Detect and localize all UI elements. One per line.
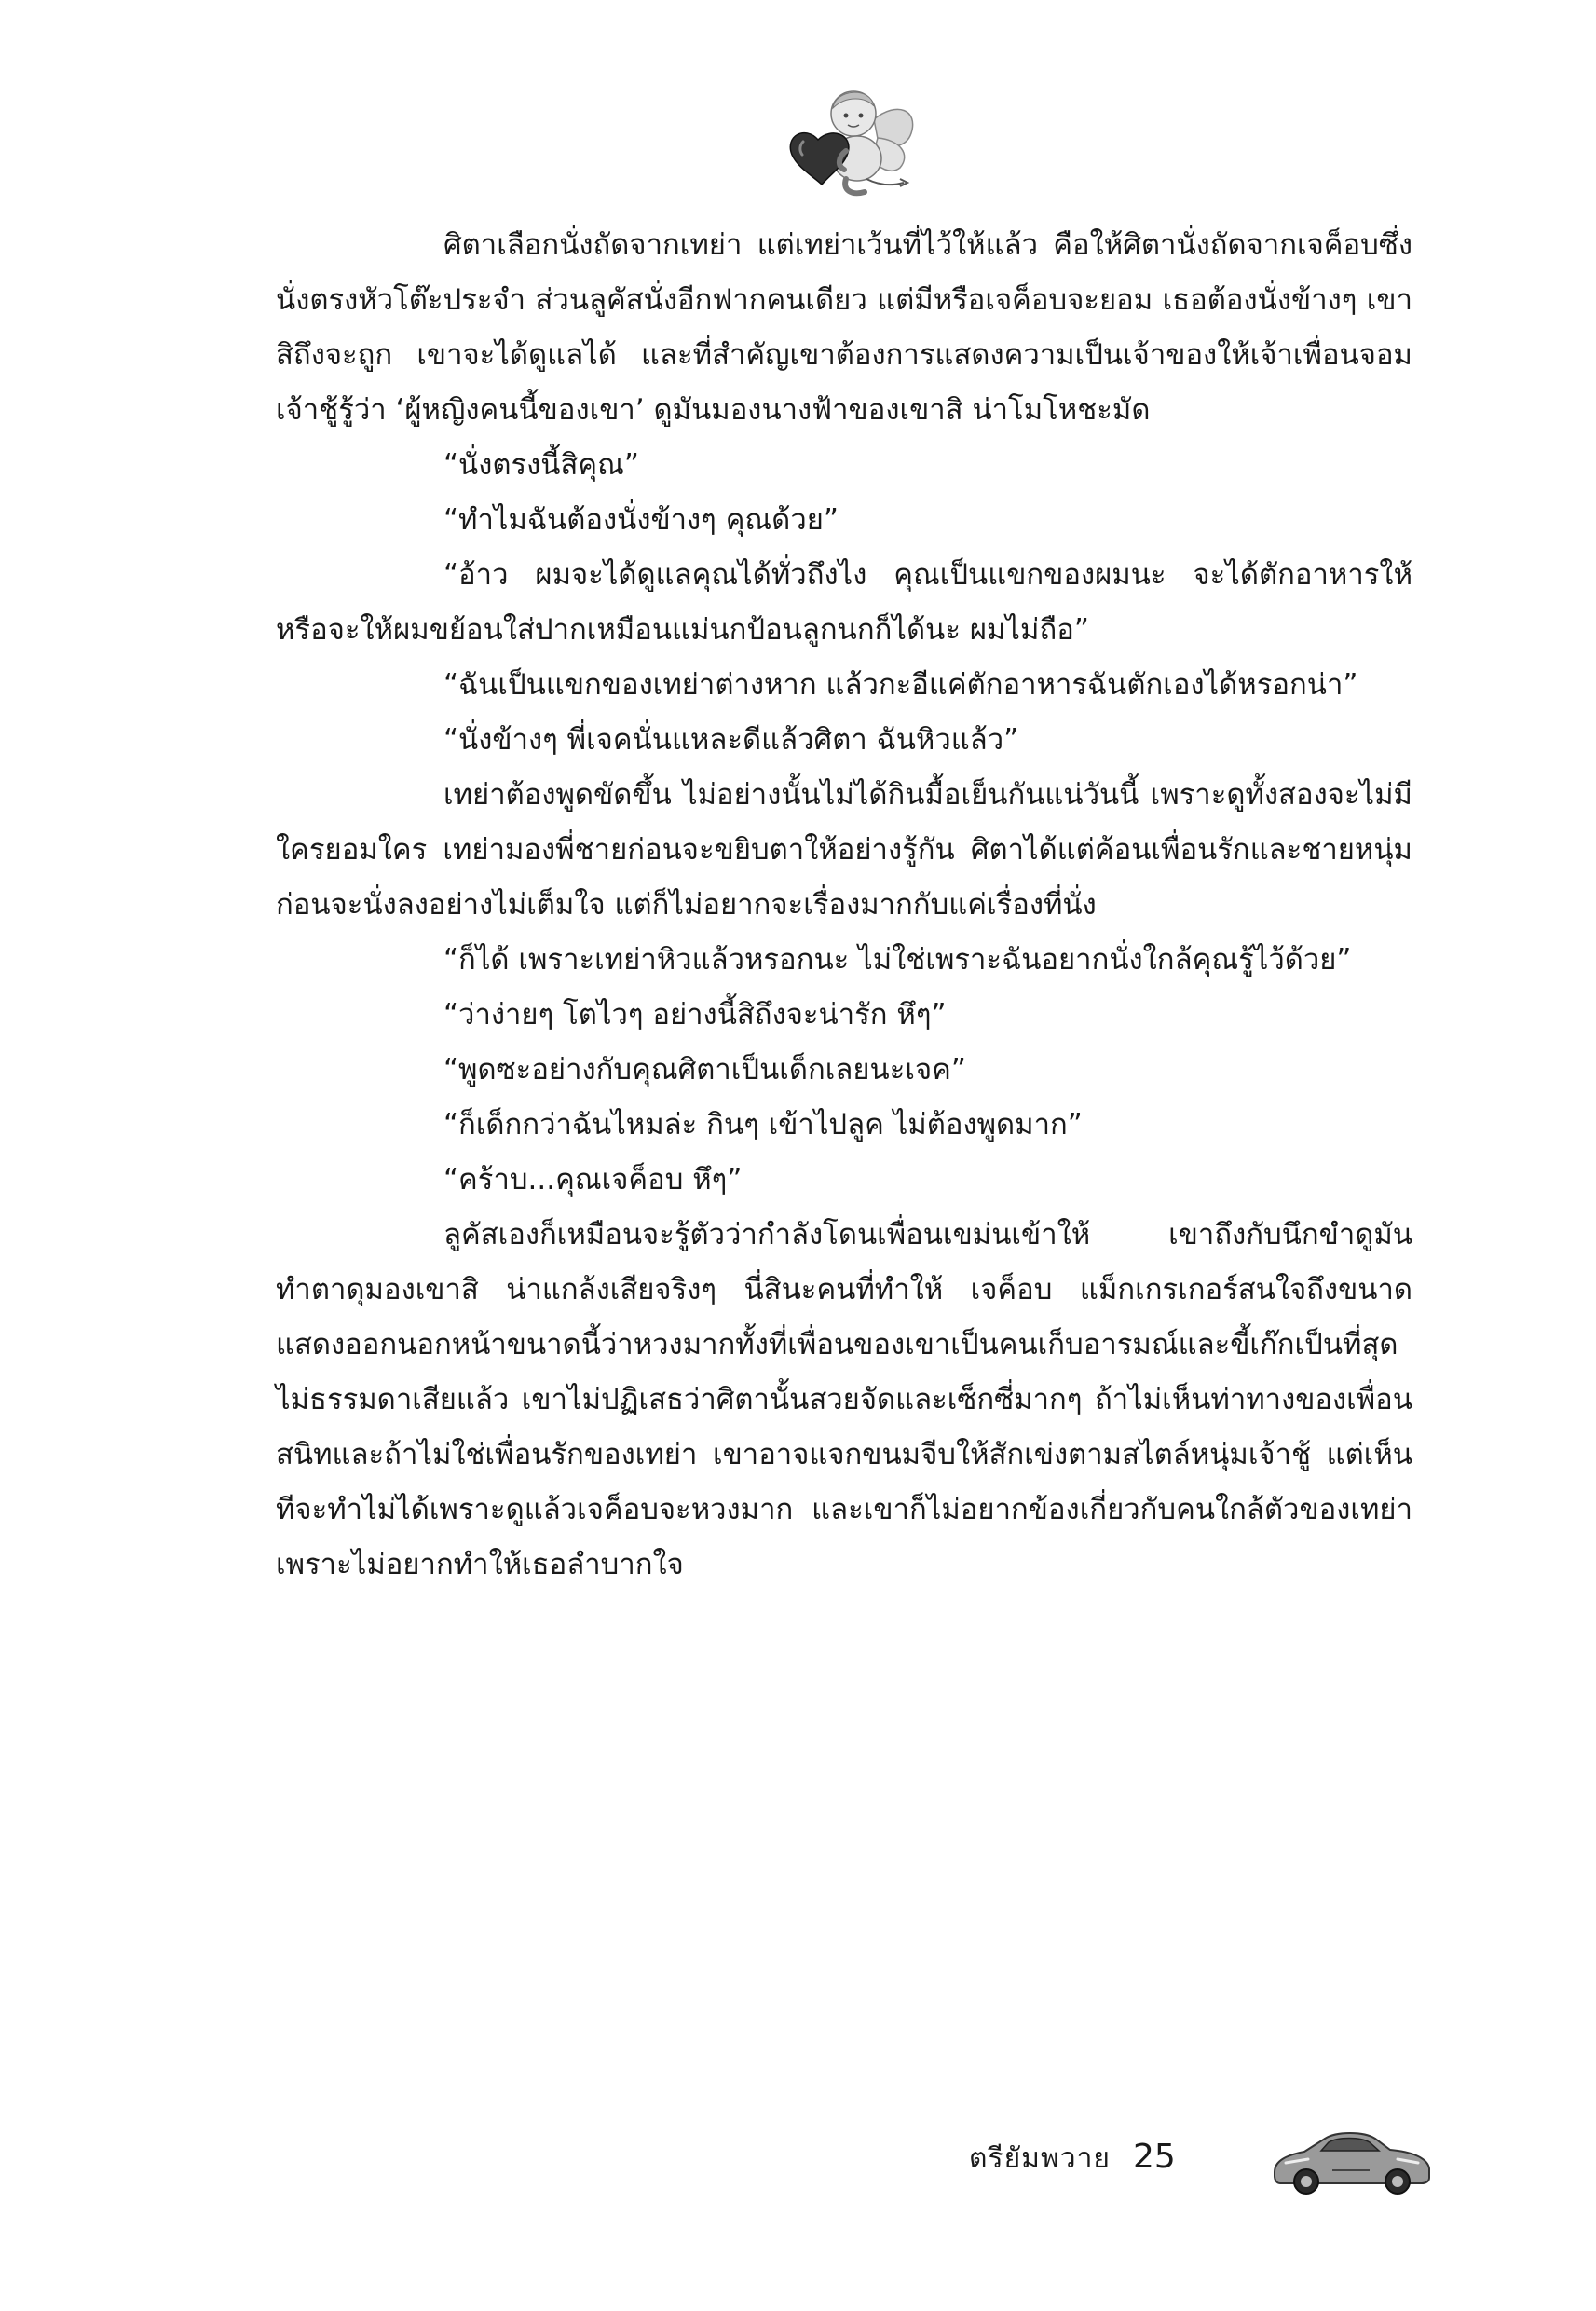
dialog-line: “คร้าบ...คุณเจค็อบ หึๆ” <box>443 1163 743 1197</box>
paragraph: ลูคัสเองก็เหมือนจะรู้ตัวว่ากำลังโดนเพื่อนเขม่นเข้าให้ เขาถึงกับนึกขำดูมันทำตาดุมองเขาสิ น่าแกล้งเสียจริงๆ นี่สินะคนที่ทำให้ เจค็อบ แม็กเกรเกอร์สนใจถึงขนาดแสดงออกนอกหน้าขนาดนี้ว่าหวงมากทั้งที่เพื่อนของเขาเป็นคนเก็บอารมณ์และขี้เก๊กเป็นที่สุด ไม่ธรรมดาเสียแล้ว เขาไม่ปฏิเสธว่าศิตานั้นสวยจัดและเซ็กซี่มากๆ ถ้าไม่เห็นท่าทางของเพื่อนสนิทและถ้าไม่ใช่เพื่อนรักของเทย่า เขาอาจแจกขนมจีบให้สักเข่งตามสไตล์หนุ่มเจ้าชู้ แต่เห็นทีจะทำไม่ได้เพราะดูแล้วเจค็อบจะหวงมาก และเขาก็ไม่อยากข้องเกี่ยวกับคนใกล้ตัวของเทย่าเพราะไม่อยากทำให้เธอลำบากใจ <box>276 1218 1412 1581</box>
dialog-line: “พูดซะอย่างกับคุณศิตาเป็นเด็กเลยนะเจค” <box>443 1053 966 1087</box>
dialog-line: “ฉันเป็นแขกของเทย่าต่างหาก แล้วกะอีแค่ตักอาหารฉันตักเองได้หรอกน่า” <box>443 668 1358 702</box>
sports-car-icon <box>1267 2120 1435 2196</box>
dialog-line: “นั่งตรงนี้สิคุณ” <box>443 448 639 482</box>
paragraph: ศิตาเลือกนั่งถัดจากเทย่า แต่เทย่าเว้นที่ไว้ให้แล้ว คือให้ศิตานั่งถัดจากเจค็อบซึ่งนั่งตรงหัวโต๊ะประจำ ส่วนลูคัสนั่งอีกฟากคนเดียว แต่มีหรือเจค็อบจะยอม เธอต้องนั่งข้างๆ เขาสิถึงจะถูก เขาจะได้ดูแลได้ และที่สำคัญเขาต้องการแสดงความเป็นเจ้าของให้เจ้าเพื่อนจอมเจ้าชู้รู้ว่า ‘ผู้หญิงคนนี้ของเขา’ ดูมันมองนางฟ้าของเขาสิ น่าโมโหชะมัด <box>276 228 1412 427</box>
page-footer <box>969 2120 1435 2204</box>
dialog-line: “ก็ได้ เพราะเทย่าหิวแล้วหรอกนะ ไม่ใช่เพราะฉันอยากนั่งใกล้คุณรู้ไว้ด้วย” <box>443 943 1352 977</box>
chapter-body <box>276 218 1412 1593</box>
book-title: ตรียัมพวาย <box>969 2142 1111 2175</box>
dialog-line: “ก็เด็กกว่าฉันไหมล่ะ กินๆ เข้าไปลูค ไม่ต้องพูดมาก” <box>443 1108 1083 1142</box>
cupid-heart-illustration <box>781 82 921 201</box>
dialog-line: “ว่าง่ายๆ โตไวๆ อย่างนี้สิถึงจะน่ารัก หึๆ” <box>443 998 947 1032</box>
paragraph: เทย่าต้องพูดขัดขึ้น ไม่อย่างนั้นไม่ได้กินมื้อเย็นกันแน่วันนี้ เพราะดูทั้งสองจะไม่มีใครยอมใคร เทย่ามองพี่ชายก่อนจะขยิบตาให้อย่างรู้กัน ศิตาได้แต่ค้อนเพื่อนรักและชายหนุ่มก่อนจะนั่งลงอย่างไม่เต็มใจ แต่ก็ไม่อยากจะเรื่องมากกับแค่เรื่องที่นั่ง <box>276 778 1412 922</box>
dialog-line: “นั่งข้างๆ พี่เจคนั่นแหละดีแล้วศิตา ฉันหิวแล้ว” <box>443 723 1019 757</box>
page-number: 25 <box>1133 2138 1176 2176</box>
dialog-line: “อ้าว ผมจะได้ดูแลคุณได้ทั่วถึงไง คุณเป็นแขกของผมนะ จะได้ตักอาหารให้ หรือจะให้ผมขย้อนใส่ปากเหมือนแม่นกป้อนลูกนกก็ได้นะ ผมไม่ถือ” <box>276 558 1412 647</box>
dialog-line: “ทำไมฉันต้องนั่งข้างๆ คุณด้วย” <box>443 503 839 537</box>
